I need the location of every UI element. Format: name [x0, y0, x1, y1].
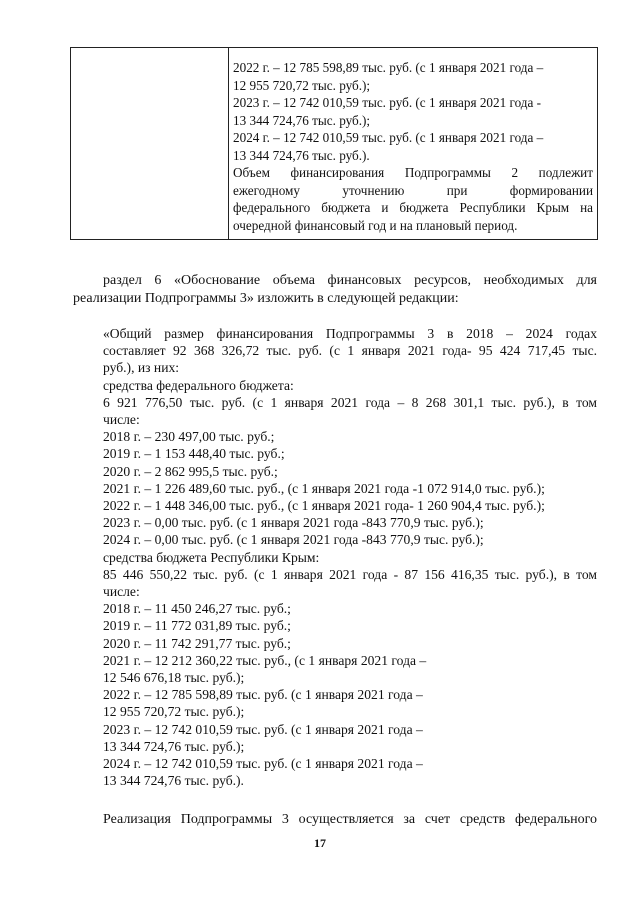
text-line: 13 344 724,76 тыс. руб.); — [103, 738, 245, 754]
table-line: федерального бюджета и бюджета Республики Крым на — [233, 200, 593, 215]
text-line: 2019 г. – 11 772 031,89 тыс. руб.; — [103, 618, 291, 634]
text-line: 2021 г. – 12 212 360,22 тыс. руб., (с 1 января 2021 года – — [103, 652, 427, 668]
text-line: 2018 г. – 11 450 246,27 тыс. руб.; — [103, 601, 291, 617]
intro-line: раздел 6 «Обоснование объема финансовых ресурсов, необходимых для — [103, 273, 597, 288]
table-line: очередной финансовый год и на плановый период. — [233, 217, 518, 233]
text-line: средства федерального бюджета: — [103, 377, 294, 393]
text-line: 2022 г. – 1 448 346,00 тыс. руб., (с 1 января 2021 года- 1 260 904,4 тыс. руб.); — [103, 498, 545, 514]
intro-line: реализации Подпрограммы 3» изложить в следующей редакции: — [73, 291, 459, 306]
text-line: составляет 92 368 326,72 тыс. руб. (с 1 января 2021 года- 95 424 717,45 тыс. — [103, 343, 597, 359]
text-line: числе: — [103, 412, 140, 428]
text-line: 85 446 550,22 тыс. руб. (с 1 января 2021 года - 87 156 416,35 тыс. руб.), в том — [103, 566, 597, 582]
table-line: Объем финансирования Подпрограммы 2 подлежит — [233, 165, 593, 180]
table-line: 13 344 724,76 тыс. руб.); — [233, 112, 371, 128]
text-line: 2020 г. – 11 742 291,77 тыс. руб.; — [103, 635, 291, 651]
intro-paragraph — [73, 272, 597, 308]
text-line: 2024 г. – 0,00 тыс. руб. (с 1 января 2021 года -843 770,9 тыс. руб.); — [103, 532, 484, 548]
table-line: 2023 г. – 12 742 010,59 тыс. руб. (с 1 января 2021 года - — [233, 95, 542, 110]
table-left-cell — [71, 48, 229, 239]
text-line: 2024 г. – 12 742 010,59 тыс. руб. (с 1 января 2021 года – — [103, 756, 423, 772]
text-line: 2021 г. – 1 226 489,60 тыс. руб., (с 1 января 2021 года -1 072 914,0 тыс. руб.); — [103, 480, 545, 496]
text-line: 12 955 720,72 тыс. руб.); — [103, 704, 245, 720]
text-line: руб.), из них: — [103, 360, 180, 376]
text-line: 6 921 776,50 тыс. руб. (с 1 января 2021 года – 8 268 301,1 тыс. руб.), в том — [103, 394, 597, 410]
table-right-cell — [229, 48, 597, 239]
text-line: 2020 г. – 2 862 995,5 тыс. руб.; — [103, 463, 278, 479]
table-line: ежегодному уточнению при формировании — [233, 182, 593, 198]
financing-text — [103, 325, 597, 789]
text-line: 2023 г. – 0,00 тыс. руб. (с 1 января 2021 года -843 770,9 тыс. руб.); — [103, 515, 484, 531]
text-line: 2018 г. – 230 497,00 тыс. руб.; — [103, 429, 275, 445]
text-line: «Общий размер финансирования Подпрограммы 3 в 2018 – 2024 годах — [103, 326, 597, 341]
closing-paragraph: Реализация Подпрограммы 3 осуществляется за счет средств федерального — [103, 812, 597, 827]
text-line: 2022 г. – 12 785 598,89 тыс. руб. (с 1 января 2021 года – — [103, 687, 423, 703]
text-line: 2023 г. – 12 742 010,59 тыс. руб. (с 1 января 2021 года – — [103, 721, 423, 737]
table-line: 12 955 720,72 тыс. руб.); — [233, 77, 371, 93]
text-line: средства бюджета Республики Крым: — [103, 549, 320, 565]
table-line: 2024 г. – 12 742 010,59 тыс. руб. (с 1 января 2021 года – — [233, 130, 544, 145]
text-line: 12 546 676,18 тыс. руб.); — [103, 670, 245, 686]
financing-table — [70, 47, 598, 240]
table-line: 13 344 724,76 тыс. руб.). — [233, 147, 370, 163]
text-line: числе: — [103, 584, 140, 600]
page-number: 17 — [314, 836, 326, 850]
text-line: 2019 г. – 1 153 448,40 тыс. руб.; — [103, 446, 285, 462]
text-line: 13 344 724,76 тыс. руб.). — [103, 773, 244, 789]
table-line: 2022 г. – 12 785 598,89 тыс. руб. (с 1 января 2021 года – — [233, 60, 544, 75]
